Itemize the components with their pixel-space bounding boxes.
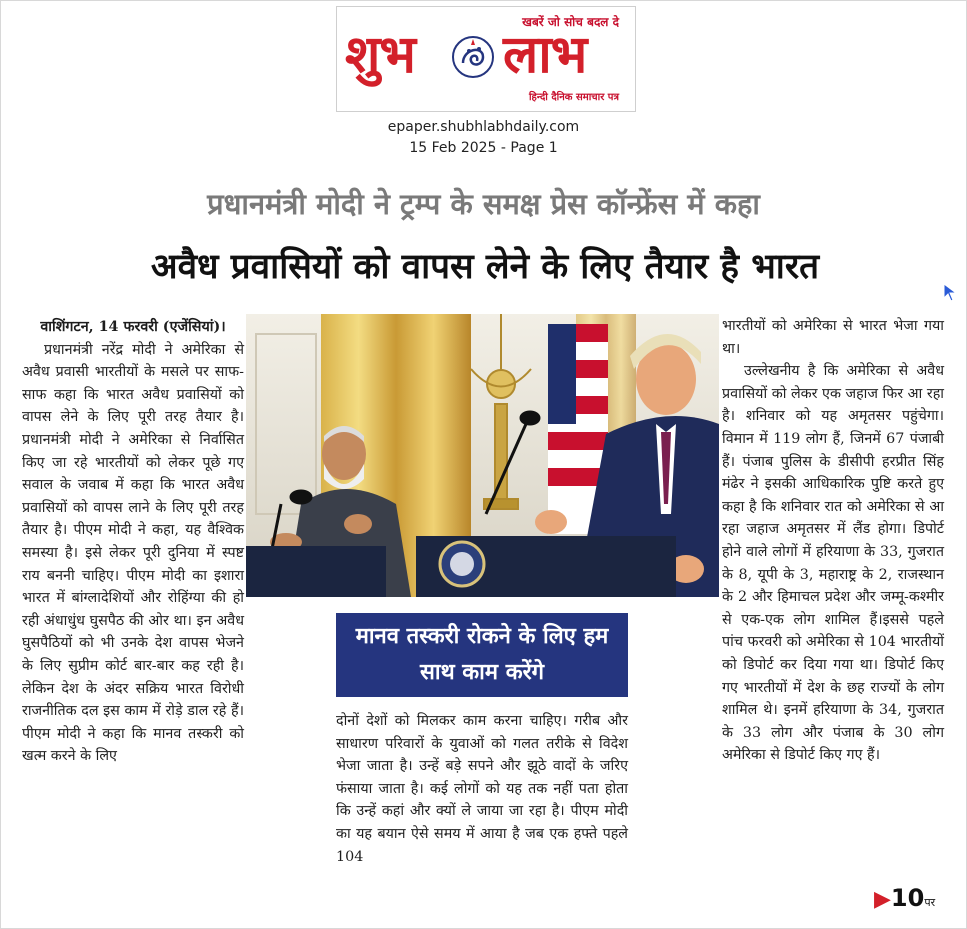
masthead-subtitle: हिन्दी दैनिक समाचार पत्र	[528, 92, 619, 103]
article-column-middle	[336, 710, 628, 868]
article-column-right	[722, 315, 944, 767]
masthead-title-left: शुभ	[345, 24, 415, 85]
continued-suffix: पर	[924, 896, 936, 909]
mouse-cursor-icon	[943, 283, 959, 303]
article-body-right-2: उल्लेखनीय है कि अमेरिका से अवैध प्रवासियों को लेकर एक जहाज फिर आ रहा है। शनिवार को यह अमृतसर पहुंचेगा। विमान में 119 लोग हैं, जिनमें 67 पंजाबी हैं। पंजाब पुलिस के डीसीपी हरप्रीत सिंह मंढेर ने इसकी आधिकारिक पुष्टि करते हुए कहा है कि शनिवार रात को अमेरिका से आ रहा जहाज अमृतसर में लैंड होगा। डिपोर्ट होने वाले लोगों में हरियाणा के 33, गुजरात के 8, यूपी के 3, महाराष्ट्र के 2, राजस्थान के 2 और हिमाचल प्रदेश और जम्मू-कश्मीर से एक-एक लोग शामिल हैं।इससे पहले पांच फरवरी को अमेरिका से 104 भारतीयों को डिपोर्ट कर दिया गया था। डिपोर्ट किए गए भारतीयों में देश के छह राज्यों के लोग शामिल थे। इनमें हरियाणा के 34, गुजरात के 33 लोग और पंजाब के 30 लोग अमेरिका से डिपोर्ट किए गए हैं।	[722, 363, 944, 764]
source-date-page: 15 Feb 2025 - Page 1	[409, 140, 558, 156]
article-body-middle: दोनों देशों को मिलकर काम करना चाहिए। गरीब और साधारण परिवारों के युवाओं को गलत तरीके से विदेश भेजा जाता है। उन्हें बड़े सपने और झूठे वादों के जरिए फंसाया जाता है। कई लोगों को यह तक नहीं पता होता कि उन्हें कहां और क्यों ले जाया जा रहा है। पीएम मोदी का यह बयान ऐसे समय में आया है जब एक हफ्ते पहले 104	[336, 713, 628, 865]
continued-on-page[interactable]	[874, 884, 935, 912]
article-body-right-1: भारतीयों को अमेरिका से भारत भेजा गया था।	[722, 318, 944, 357]
callout-box: मानव तस्करी रोकने के लिए हम साथ काम करेंगे	[336, 613, 628, 697]
article-dateline: वाशिंगटन, 14 फरवरी (एजेंसियां)।	[40, 319, 226, 335]
play-arrow-icon: ▶	[874, 887, 891, 912]
masthead-tagline: खबरें जो सोच बदल दे	[522, 15, 619, 29]
press-conference-photo	[246, 314, 719, 597]
source-url: epaper.shubhlabhdaily.com	[387, 119, 580, 135]
article-kicker: प्रधानमंत्री मोदी ने ट्रम्प के समक्ष प्रेस कॉन्फ्रेंस में कहा	[207, 187, 760, 221]
article-body-left: प्रधानमंत्री नरेंद्र मोदी ने अमेरिका से अवैध प्रवासी भारतीयों के मसले पर साफ-साफ कहा कि भारत अवैध प्रवासियों को वापस लेने के लिए पूरी तरह तैयार है। प्रधानमंत्री मोदी ने अमेरिका से निर्वासित किए जा रहे भारतीयों को लेकर पूछे गए सवाल के जवाब में कहा कि भारत अवैध प्रवासियों को वापस लाने के लिए पूरी तरह तैयार है। पीएम मोदी ने कहा, यह वैश्विक समस्या है। इसे लेकर पूरी दुनिया में स्पष्ट राय बननी चाहिए। पीएम मोदी का इशारा भारत में बांग्लादेशियों और रोहिंग्या की हो रही अंधाधुंध घुसपैठ की ओर था। इन अवैध घुसपैठियों को भी उनके देश वापस भेजने के लिए सुप्रीम कोर्ट बार-बार कह रही है। लेकिन देश के अंदर सक्रिय भारत विरोधी राजनीतिक दल इस काम में रोड़े डाल रहे हैं।पीएम मोदी ने कहा कि मानव तस्करी को खत्म करने के लिए	[22, 341, 244, 765]
masthead-logo	[336, 6, 636, 112]
masthead-title-right: लाभ	[503, 24, 587, 85]
article-headline: अवैध प्रवासियों को वापस लेने के लिए तैयार है भारत	[150, 247, 820, 287]
article-column-left	[22, 316, 244, 768]
continued-page-number: 10	[890, 884, 925, 912]
ganesha-emblem-icon	[449, 33, 497, 81]
